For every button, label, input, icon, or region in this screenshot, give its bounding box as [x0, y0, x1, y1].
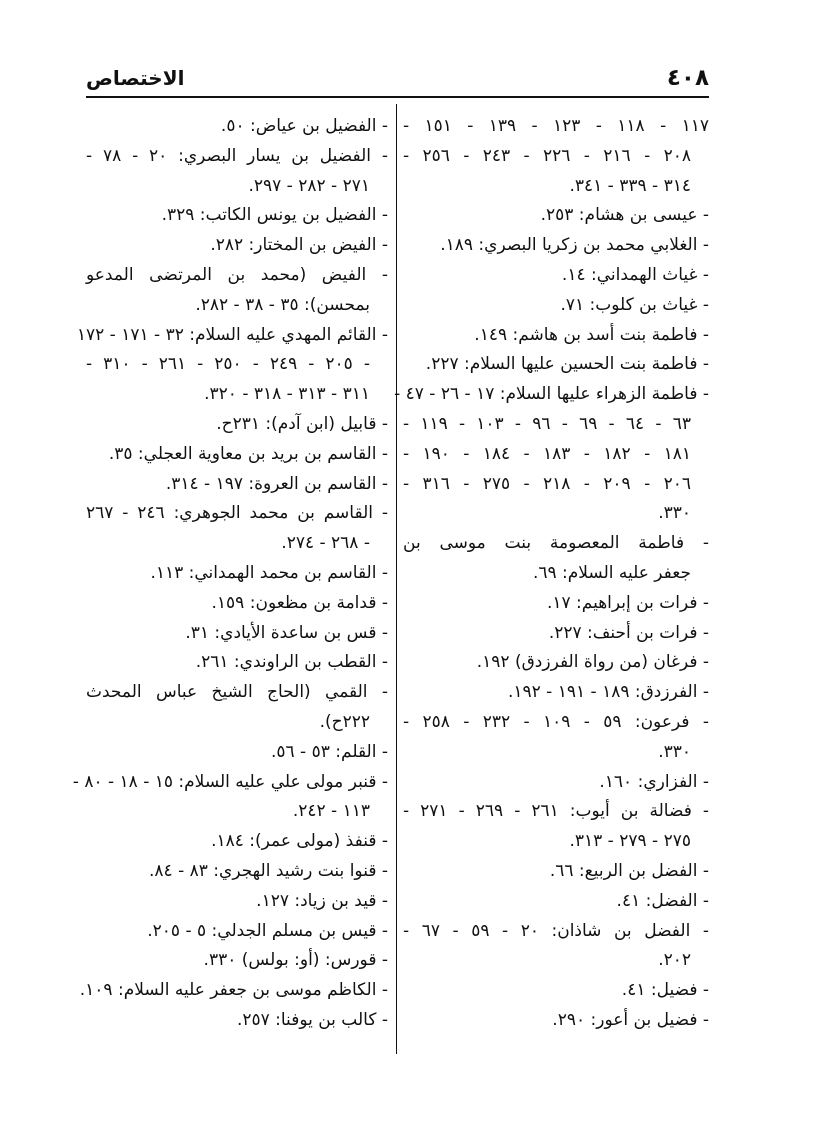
index-entry [86, 231, 388, 261]
index-entry [86, 917, 388, 947]
page-header [86, 62, 709, 94]
index-entry-line: - فرات بن أحنف: ٢٢٧. [548, 622, 709, 643]
index-entry [403, 201, 709, 231]
index-entry-line: - قيس بن مسلم الجدلي: ٥ - ٢٠٥. [147, 920, 388, 941]
index-entry-line: - قيد بن زياد: ١٢٧. [256, 890, 388, 911]
index-entry-continuation: ٢٢٢ح). [319, 711, 370, 732]
index-entry-line: - الفضل بن الربيع: ٦٦. [549, 860, 709, 881]
index-entry [86, 738, 388, 768]
index-entry-line: - عيسى بن هشام: ٢٥٣. [540, 205, 709, 226]
index-entry [86, 261, 388, 321]
index-entry-continuation: - ٢٠٥ - ٢٤٩ - ٢٥٠ - ٢٦١ - ٣١٠ - [86, 354, 370, 375]
index-entry-line: - القائم المهدي عليه السلام: ٣٢ - ١٧١ - ١٧٢ [76, 324, 388, 345]
index-entry-line: - قورس: (أو: بولس) ٣٣٠. [203, 950, 388, 971]
index-entry-continuation: ٣١٤ - ٣٣٩ - ٣٤١. [569, 175, 691, 196]
index-entry-line: - قنوا بنت رشيد الهجري: ٨٣ - ٨٤. [149, 860, 388, 881]
index-entry [403, 917, 709, 977]
index-entry [86, 499, 388, 559]
index-entry-line: - القمي (الحاج الشيخ عباس المحدث [86, 682, 388, 703]
index-entry [86, 619, 388, 649]
index-entry [86, 857, 388, 887]
index-entry-line: - الفزاري: ١٦٠. [599, 771, 709, 792]
index-entry [86, 589, 388, 619]
column-divider [396, 104, 397, 1054]
index-entry [72, 768, 388, 828]
index-entry [403, 678, 709, 708]
book-title: الاختصاص [86, 66, 185, 90]
index-entry-line: - غياث بن كلوب: ٧١. [560, 294, 709, 315]
index-entry-line: - القلم: ٥٣ - ٥٦. [270, 741, 388, 762]
index-entry-line: - الغلابي محمد بن زكريا البصري: ١٨٩. [440, 235, 709, 256]
index-entry-line: - فاطمة المعصومة بنت موسى بن [403, 533, 709, 554]
index-entry-continuation: ٢٧٥ - ٢٧٩ - ٣١٣. [569, 831, 691, 852]
index-entry [403, 619, 709, 649]
index-entry-continuation: ٢٠٢. [658, 950, 691, 971]
index-entry-line: ١١٧ - ١١٨ - ١٢٣ - ١٣٩ - ١٥١ - [403, 116, 709, 136]
index-entry-continuation: ١٨١ - ١٨٢ - ١٨٣ - ١٨٤ - ١٩٠ - [403, 443, 691, 464]
index-entry-line: - الفيض (محمد بن المرتضى المدعو [86, 264, 388, 285]
index-entry-line: - فاطمة بنت الحسين عليها السلام: ٢٢٧. [425, 354, 709, 375]
index-entry [403, 976, 709, 1006]
index-entry-line: - فضيل بن أعور: ٢٩٠. [552, 1009, 709, 1030]
index-entry [86, 410, 388, 440]
index-entry-line: - الكاظم موسى بن جعفر عليه السلام: ١٠٩. [79, 980, 388, 1001]
page-number: ٤٠٨ [666, 65, 709, 91]
index-entry [86, 559, 388, 589]
index-entry-line: - القاسم بن بريد بن معاوية العجلي: ٣٥. [108, 443, 388, 464]
index-entry-continuation: ٣٣٠. [658, 503, 691, 524]
index-entry [403, 529, 709, 589]
index-entry [403, 768, 709, 798]
index-entry-continuation: - ٢٦٨ - ٢٧٤. [281, 533, 370, 554]
index-entry-continuation: ٣١١ - ٣١٣ - ٣١٨ - ٣٢٠. [204, 384, 370, 405]
index-entry-line: - غياث الهمداني: ١٤. [561, 264, 709, 285]
index-entry-line: - قدامة بن مظعون: ١٥٩. [211, 592, 388, 613]
index-entry [403, 648, 709, 678]
index-entry-line: - القاسم بن محمد الجوهري: ٢٤٦ - ٢٦٧ [86, 503, 388, 524]
index-entry [86, 678, 388, 738]
index-entry [86, 142, 388, 202]
index-entry [403, 321, 709, 351]
index-entry-line: - الفضيل بن يسار البصري: ٢٠ - ٧٨ - [86, 145, 388, 166]
index-entry-line: - كالب بن يوفنا: ٢٥٧. [236, 1009, 388, 1030]
index-entry [403, 291, 709, 321]
index-entry-line: - الفرزدق: ١٨٩ - ١٩١ - ١٩٢. [507, 682, 709, 703]
index-entry-continuation: ٢٠٦ - ٢٠٩ - ٢١٨ - ٢٧٥ - ٣١٦ - [403, 473, 691, 494]
index-entry-continuation: ٦٣ - ٦٤ - ٦٩ - ٩٦ - ١٠٣ - ١١٩ - [403, 413, 691, 434]
index-entry [86, 887, 388, 917]
index-entry-line: - الفضل بن شاذان: ٢٠ - ٥٩ - ٦٧ - [403, 920, 709, 941]
index-entry-line: - فرغان (من رواة الفرزدق) ١٩٢. [476, 652, 709, 673]
index-entry [86, 1006, 388, 1036]
index-entry-line: - قس بن ساعدة الأيادي: ٣١. [185, 622, 388, 643]
index-entry-line: - الفضيل بن عياض: ٥٠. [220, 116, 388, 136]
index-entry [86, 827, 388, 857]
index-entry [86, 201, 388, 231]
index-entry-line: - فرعون: ٥٩ - ١٠٩ - ٢٣٢ - ٢٥٨ - [403, 711, 709, 732]
index-entry-continuation: ١١٣ - ٢٤٢. [292, 801, 370, 822]
index-entry [86, 440, 388, 470]
index-entry-continuation: ٢٧١ - ٢٨٢ - ٢٩٧. [248, 175, 370, 196]
index-entry [394, 380, 709, 529]
index-entry [403, 261, 709, 291]
index-entry [403, 231, 709, 261]
index-entry-line: - قابيل (ابن آدم): ٢٣١ح. [216, 413, 388, 434]
index-entry-line: - فضالة بن أيوب: ٢٦١ - ٢٦٩ - ٢٧١ - [403, 801, 709, 822]
index-entry-line: - الفضل: ٤١. [616, 890, 709, 911]
index-entry [403, 797, 709, 857]
index-entry [86, 112, 388, 142]
index-entry [79, 976, 388, 1006]
index-column-left [72, 112, 388, 1036]
index-entry-line: - فضيل: ٤١. [621, 980, 709, 1001]
index-entry [76, 321, 388, 410]
index-entry [403, 589, 709, 619]
index-entry [403, 112, 709, 201]
index-entry-line: - القطب بن الراوندي: ٢٦١. [195, 652, 388, 673]
index-entry-continuation: جعفر عليه السلام: ٦٩. [532, 562, 691, 583]
index-entry [403, 1006, 709, 1036]
index-entry-continuation: بمحسن): ٣٥ - ٣٨ - ٢٨٢. [195, 294, 370, 315]
index-entry [403, 857, 709, 887]
header-rule [86, 96, 709, 98]
index-entry-line: - القاسم بن محمد الهمداني: ١١٣. [150, 562, 388, 583]
index-entry [403, 887, 709, 917]
index-entry-line: - القاسم بن العروة: ١٩٧ - ٣١٤. [165, 473, 388, 494]
index-entry-line: - فاطمة بنت أسد بن هاشم: ١٤٩. [474, 324, 709, 345]
index-entry [86, 648, 388, 678]
index-entry-line: - قنبر مولى علي عليه السلام: ١٥ - ١٨ - ٨٠ - [72, 771, 388, 792]
index-entry [403, 350, 709, 380]
index-entry-line: - الفضيل بن يونس الكاتب: ٣٢٩. [161, 205, 388, 226]
index-entry [86, 470, 388, 500]
index-entry-line: - قنفذ (مولى عمر): ١٨٤. [211, 831, 388, 852]
index-entry-line: - الفيض بن المختار: ٢٨٢. [210, 235, 388, 256]
index-entry [403, 708, 709, 768]
index-entry-line: - فرات بن إبراهيم: ١٧. [546, 592, 709, 613]
index-entry-continuation: ٢٠٨ - ٢١٦ - ٢٢٦ - ٢٤٣ - ٢٥٦ - [403, 145, 691, 166]
index-entry-continuation: ٣٣٠. [658, 741, 691, 762]
index-column-right [394, 112, 709, 1036]
index-entry-line: - فاطمة الزهراء عليها السلام: ١٧ - ٢٦ - ٤٧ - [394, 384, 709, 405]
index-entry [86, 946, 388, 976]
